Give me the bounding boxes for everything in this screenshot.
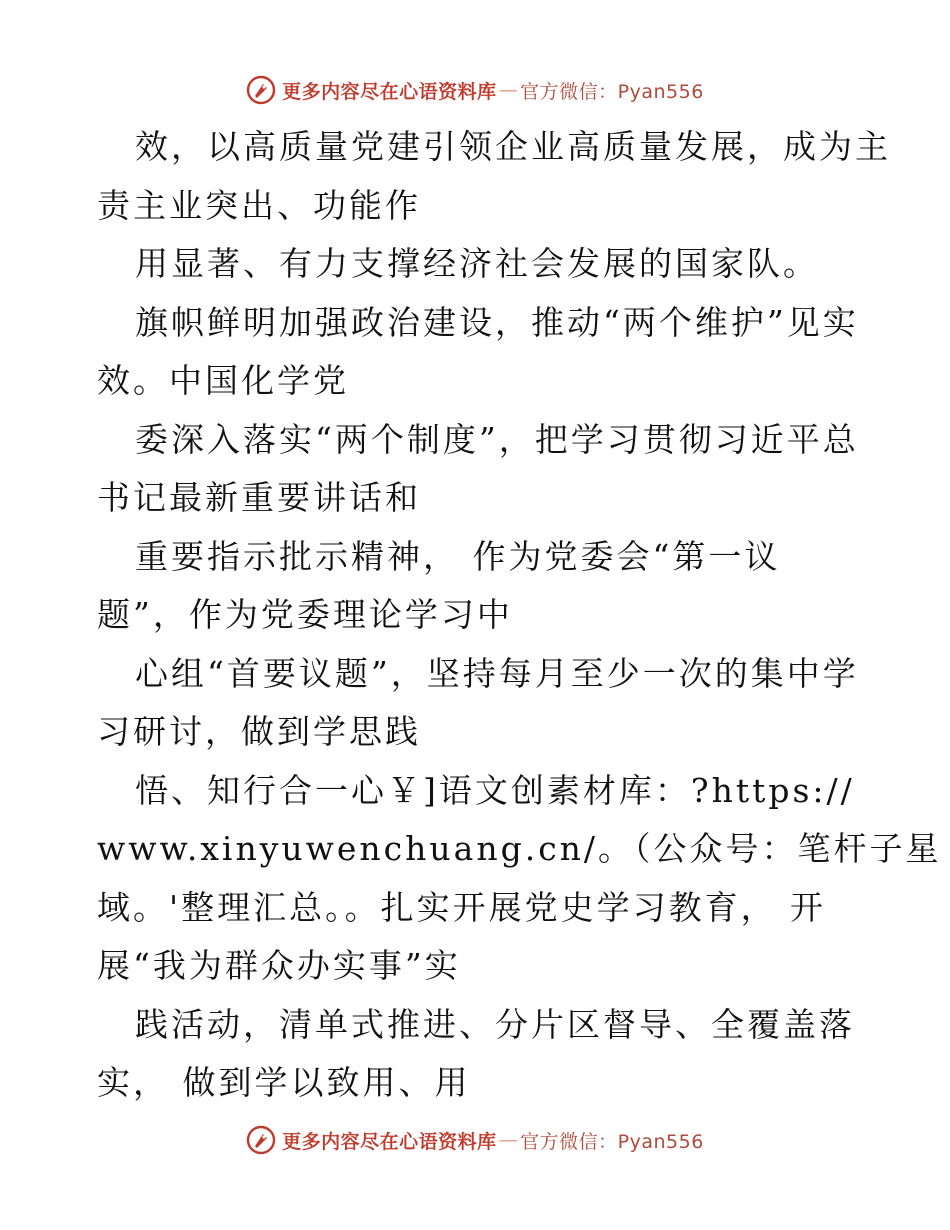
footer-brand <box>282 1127 704 1154</box>
text-line: 效。中国化学党 <box>97 361 349 400</box>
text-line: 责主业突出、功能作 <box>97 185 421 225</box>
header-brand <box>282 77 704 104</box>
text-line: 习研讨，做到学思践 <box>97 712 421 751</box>
text-line: 践活动，清单式推进、分片区督导、全覆盖落 <box>135 1004 855 1044</box>
header-brand-separator: — <box>498 79 519 101</box>
text-line: 心组“首要议题”，坚持每月至少一次的集中学 <box>135 653 859 693</box>
pen-nib-logo-icon <box>246 75 276 105</box>
footer-brand-name: 更多内容尽在心语资料库 <box>282 1130 497 1153</box>
text-line: 重要指示批示精神， 作为党委会“第一议 <box>135 536 781 576</box>
page-footer <box>0 1118 950 1162</box>
text-line: 实， 做到学以致用、用 <box>97 1063 471 1102</box>
text-line: 展“我为群众办实事”实 <box>97 946 461 985</box>
text-line: 书记最新重要讲话和 <box>97 478 421 517</box>
text-line: 用显著、有力支撑经济社会发展的国家队。 <box>135 244 819 283</box>
header-contact: 官方微信：Pyan556 <box>520 80 704 103</box>
footer-contact: 官方微信：Pyan556 <box>520 1130 704 1153</box>
pen-nib-logo-icon <box>246 1125 276 1155</box>
page-header <box>0 68 950 112</box>
text-line: 效，以高质量党建引领企业高质量发展，成为主 <box>135 127 891 166</box>
text-line: 旗帜鲜明加强政治建设，推动“两个维护”见实 <box>135 302 859 342</box>
text-line: www.xinyuwenchuang.cn/。（公众号：笔杆子星 <box>97 829 942 868</box>
document-body <box>97 118 942 1113</box>
text-line: 委深入落实“两个制度”，把学习贯彻习近平总 <box>135 419 859 459</box>
header-brand-name: 更多内容尽在心语资料库 <box>282 80 497 103</box>
text-line: 域。'整理汇总。。扎实开展党史学习教育， 开 <box>97 887 827 927</box>
text-line: 题”，作为党委理论学习中 <box>97 595 513 634</box>
text-line: 悟、知行合一心￥]语文创素材库：?https:// <box>135 770 855 810</box>
footer-brand-separator: — <box>498 1129 519 1151</box>
